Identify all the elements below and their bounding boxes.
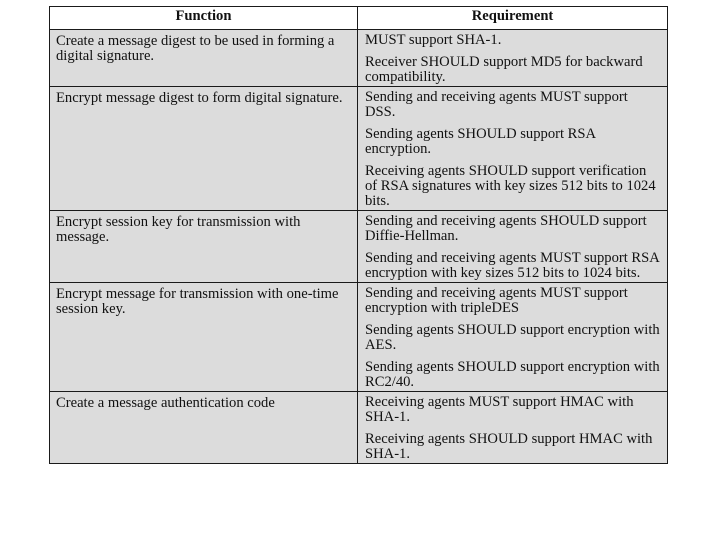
function-cell: Encrypt message for transmission with one-time session key.	[50, 283, 358, 392]
requirement-item: Receiver SHOULD support MD5 for backward compatibility.	[365, 54, 643, 85]
header-requirement: Requirement	[358, 7, 668, 30]
function-cell: Create a message authentication code	[50, 392, 358, 464]
requirements-table	[49, 6, 668, 464]
requirement-item: Sending agents SHOULD support encryption with RC2/40.	[365, 359, 660, 390]
header-row	[50, 7, 668, 30]
requirement-cell	[358, 87, 668, 211]
requirement-cell	[358, 283, 668, 392]
table-row	[50, 392, 668, 464]
requirements-table-container	[49, 6, 667, 464]
requirement-item: Receiving agents SHOULD support verification of RSA signatures with key sizes 512 bits to 1024 bits.	[365, 163, 656, 209]
requirement-item: Sending and receiving agents MUST support DSS.	[365, 89, 628, 120]
table-row	[50, 211, 668, 283]
function-cell: Encrypt session key for transmission with message.	[50, 211, 358, 283]
requirement-item: Sending agents SHOULD support RSA encryption.	[365, 126, 596, 157]
requirement-item: MUST support SHA-1.	[365, 32, 502, 48]
table-body	[50, 30, 668, 464]
table-row	[50, 283, 668, 392]
requirement-item: Receiving agents SHOULD support HMAC with SHA-1.	[365, 431, 653, 462]
requirement-cell	[358, 30, 668, 87]
requirement-item: Sending and receiving agents MUST support encryption with tripleDES	[365, 285, 628, 316]
table-row	[50, 87, 668, 211]
requirement-cell	[358, 392, 668, 464]
header-function: Function	[50, 7, 358, 30]
function-cell: Create a message digest to be used in forming a digital signature.	[50, 30, 358, 87]
requirement-cell	[358, 211, 668, 283]
requirement-item: Sending agents SHOULD support encryption with AES.	[365, 322, 660, 353]
table-row	[50, 30, 668, 87]
requirement-item: Sending and receiving agents SHOULD support Diffie-Hellman.	[365, 213, 647, 244]
requirement-item: Sending and receiving agents MUST support RSA encryption with key sizes 512 bits to 1024 bits.	[365, 250, 660, 281]
requirement-item: Receiving agents MUST support HMAC with SHA-1.	[365, 394, 634, 425]
function-cell: Encrypt message digest to form digital signature.	[50, 87, 358, 211]
